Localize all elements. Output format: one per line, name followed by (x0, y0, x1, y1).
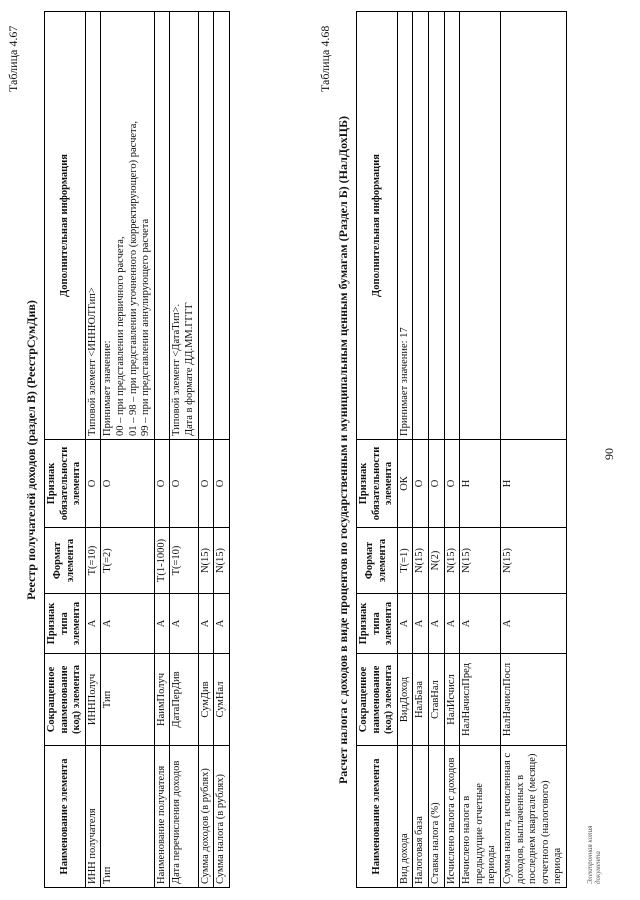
column-header: Признак типа элемента (357, 594, 398, 654)
table-row (413, 12, 429, 888)
element-code-cell: НалБаза (413, 654, 429, 746)
element-code-cell: ВидДоход (397, 654, 413, 746)
element-name-cell: Сумма доходов (в рублях) (198, 746, 214, 888)
additional-info-cell (428, 12, 444, 440)
element-format-cell: T(=2) (101, 528, 154, 594)
electronic-copy-stamp (586, 826, 603, 884)
element-name-cell: Исчислено налога с доходов (444, 746, 460, 888)
column-header: Сокращенное наименование (код) элемента (357, 654, 398, 746)
table-row (170, 12, 198, 888)
stamp-line-2: документа (594, 851, 603, 884)
table-row (428, 12, 444, 888)
element-code-cell: Тип (101, 654, 154, 746)
table-row (397, 12, 413, 888)
column-header: Наименование элемента (45, 746, 86, 888)
element-type-cell: А (101, 594, 154, 654)
additional-info-cell (444, 12, 460, 440)
table-row (500, 12, 566, 888)
element-name-cell: Сумма налога (в рублях) (214, 746, 230, 888)
element-type-cell: А (85, 594, 101, 654)
additional-info-cell: Принимает значение: 17 (397, 12, 413, 440)
table-row (460, 12, 501, 888)
element-format-cell: N(15) (198, 528, 214, 594)
table-row (198, 12, 214, 888)
column-header: Дополнительная информация (45, 12, 86, 440)
element-required-cell: О (101, 440, 154, 528)
element-type-cell: А (460, 594, 501, 654)
element-code-cell: НалИсчисл (444, 654, 460, 746)
element-format-cell: T(=1) (397, 528, 413, 594)
additional-info-cell: Типовой элемент <ИННЮЛТип> (85, 12, 101, 440)
element-code-cell: СтавНал (428, 654, 444, 746)
element-format-cell: N(15) (444, 528, 460, 594)
element-name-cell: Начислено налога в предыдущие отчетные периоды (460, 746, 501, 888)
column-header: Формат элемента (357, 528, 398, 594)
element-format-cell: N(15) (460, 528, 501, 594)
element-code-cell: СумНал (214, 654, 230, 746)
element-required-cell: ОК (397, 440, 413, 528)
table-securities-income-tax (356, 11, 567, 888)
element-format-cell: T(1-1000) (154, 528, 170, 594)
page-number: 90 (602, 448, 616, 460)
element-name-cell: Сумма налога, исчисленная с доходов, выплаченных в последнем квартале (месяце) отчетного (налогового) периода (500, 746, 566, 888)
additional-info-cell (154, 12, 170, 440)
element-code-cell: ДатаПерДив (170, 654, 198, 746)
column-header: Признак обязательности элемента (45, 440, 86, 528)
element-required-cell: О (198, 440, 214, 528)
stamp-line-1: Электронная копия (586, 825, 594, 884)
element-required-cell: О (214, 440, 230, 528)
element-code-cell: СумДив (198, 654, 214, 746)
element-required-cell: О (85, 440, 101, 528)
element-required-cell: О (154, 440, 170, 528)
element-required-cell: Н (500, 440, 566, 528)
element-name-cell: Наименование получателя (154, 746, 170, 888)
table-row (214, 12, 230, 888)
element-code-cell: ИННПолуч (85, 654, 101, 746)
element-type-cell: А (214, 594, 230, 654)
element-type-cell: А (397, 594, 413, 654)
element-required-cell: Н (460, 440, 501, 528)
element-code-cell: НаимПолуч (154, 654, 170, 746)
element-name-cell: Ставка налога (%) (428, 746, 444, 888)
column-header: Дополнительная информация (357, 12, 398, 440)
element-format-cell: T(=10) (170, 528, 198, 594)
element-type-cell: А (198, 594, 214, 654)
column-header: Признак обязательности элемента (357, 440, 398, 528)
element-format-cell: N(15) (500, 528, 566, 594)
element-format-cell: N(15) (413, 528, 429, 594)
additional-info-cell (460, 12, 501, 440)
table2-title: Расчет налога с доходов в виде процентов по государственным и муниципальным ценным бумагам (Раздел Б) (НалДохЦБ) (336, 115, 350, 785)
additional-info-cell: Принимает значение: 00 – при представлении первичного расчета, 01 – 98 – при представлении уточненного (корректирующего) расчета, 99 – при представлении аннулирующего расчета (101, 12, 154, 440)
element-required-cell: О (170, 440, 198, 528)
element-format-cell: N(2) (428, 528, 444, 594)
column-header: Сокращенное наименование (код) элемента (45, 654, 86, 746)
element-required-cell: О (444, 440, 460, 528)
additional-info-cell: Типовой элемент <ДатаТип>. Дата в формате ДД.ММ.ГГГГ (170, 12, 198, 440)
table1-number: Таблица 4.67 (6, 25, 20, 92)
table-row (85, 12, 101, 888)
element-required-cell: О (413, 440, 429, 528)
element-name-cell: Вид дохода (397, 746, 413, 888)
element-type-cell: А (500, 594, 566, 654)
element-format-cell: T(=10) (85, 528, 101, 594)
element-type-cell: А (154, 594, 170, 654)
element-type-cell: А (444, 594, 460, 654)
element-type-cell: А (428, 594, 444, 654)
table2-number: Таблица 4.68 (318, 25, 332, 92)
element-required-cell: О (428, 440, 444, 528)
table-row (444, 12, 460, 888)
additional-info-cell (214, 12, 230, 440)
column-header: Формат элемента (45, 528, 86, 594)
element-format-cell: N(15) (214, 528, 230, 594)
table1-title: Реестр получателей доходов (раздел В) (РеестрСумДив) (24, 300, 38, 600)
element-name-cell: Налоговая база (413, 746, 429, 888)
column-header: Наименование элемента (357, 746, 398, 888)
table-row (154, 12, 170, 888)
additional-info-cell (500, 12, 566, 440)
table-revenue-recipients (44, 11, 230, 888)
additional-info-cell (413, 12, 429, 440)
element-type-cell: А (413, 594, 429, 654)
column-header: Признак типа элемента (45, 594, 86, 654)
element-code-cell: НалНачислПосл (500, 654, 566, 746)
element-name-cell: Тип (101, 746, 154, 888)
element-code-cell: НалНачислПред (460, 654, 501, 746)
element-name-cell: Дата перечисления доходов (170, 746, 198, 888)
element-name-cell: ИНН получателя (85, 746, 101, 888)
table-row (101, 12, 154, 888)
element-type-cell: А (170, 594, 198, 654)
additional-info-cell (198, 12, 214, 440)
